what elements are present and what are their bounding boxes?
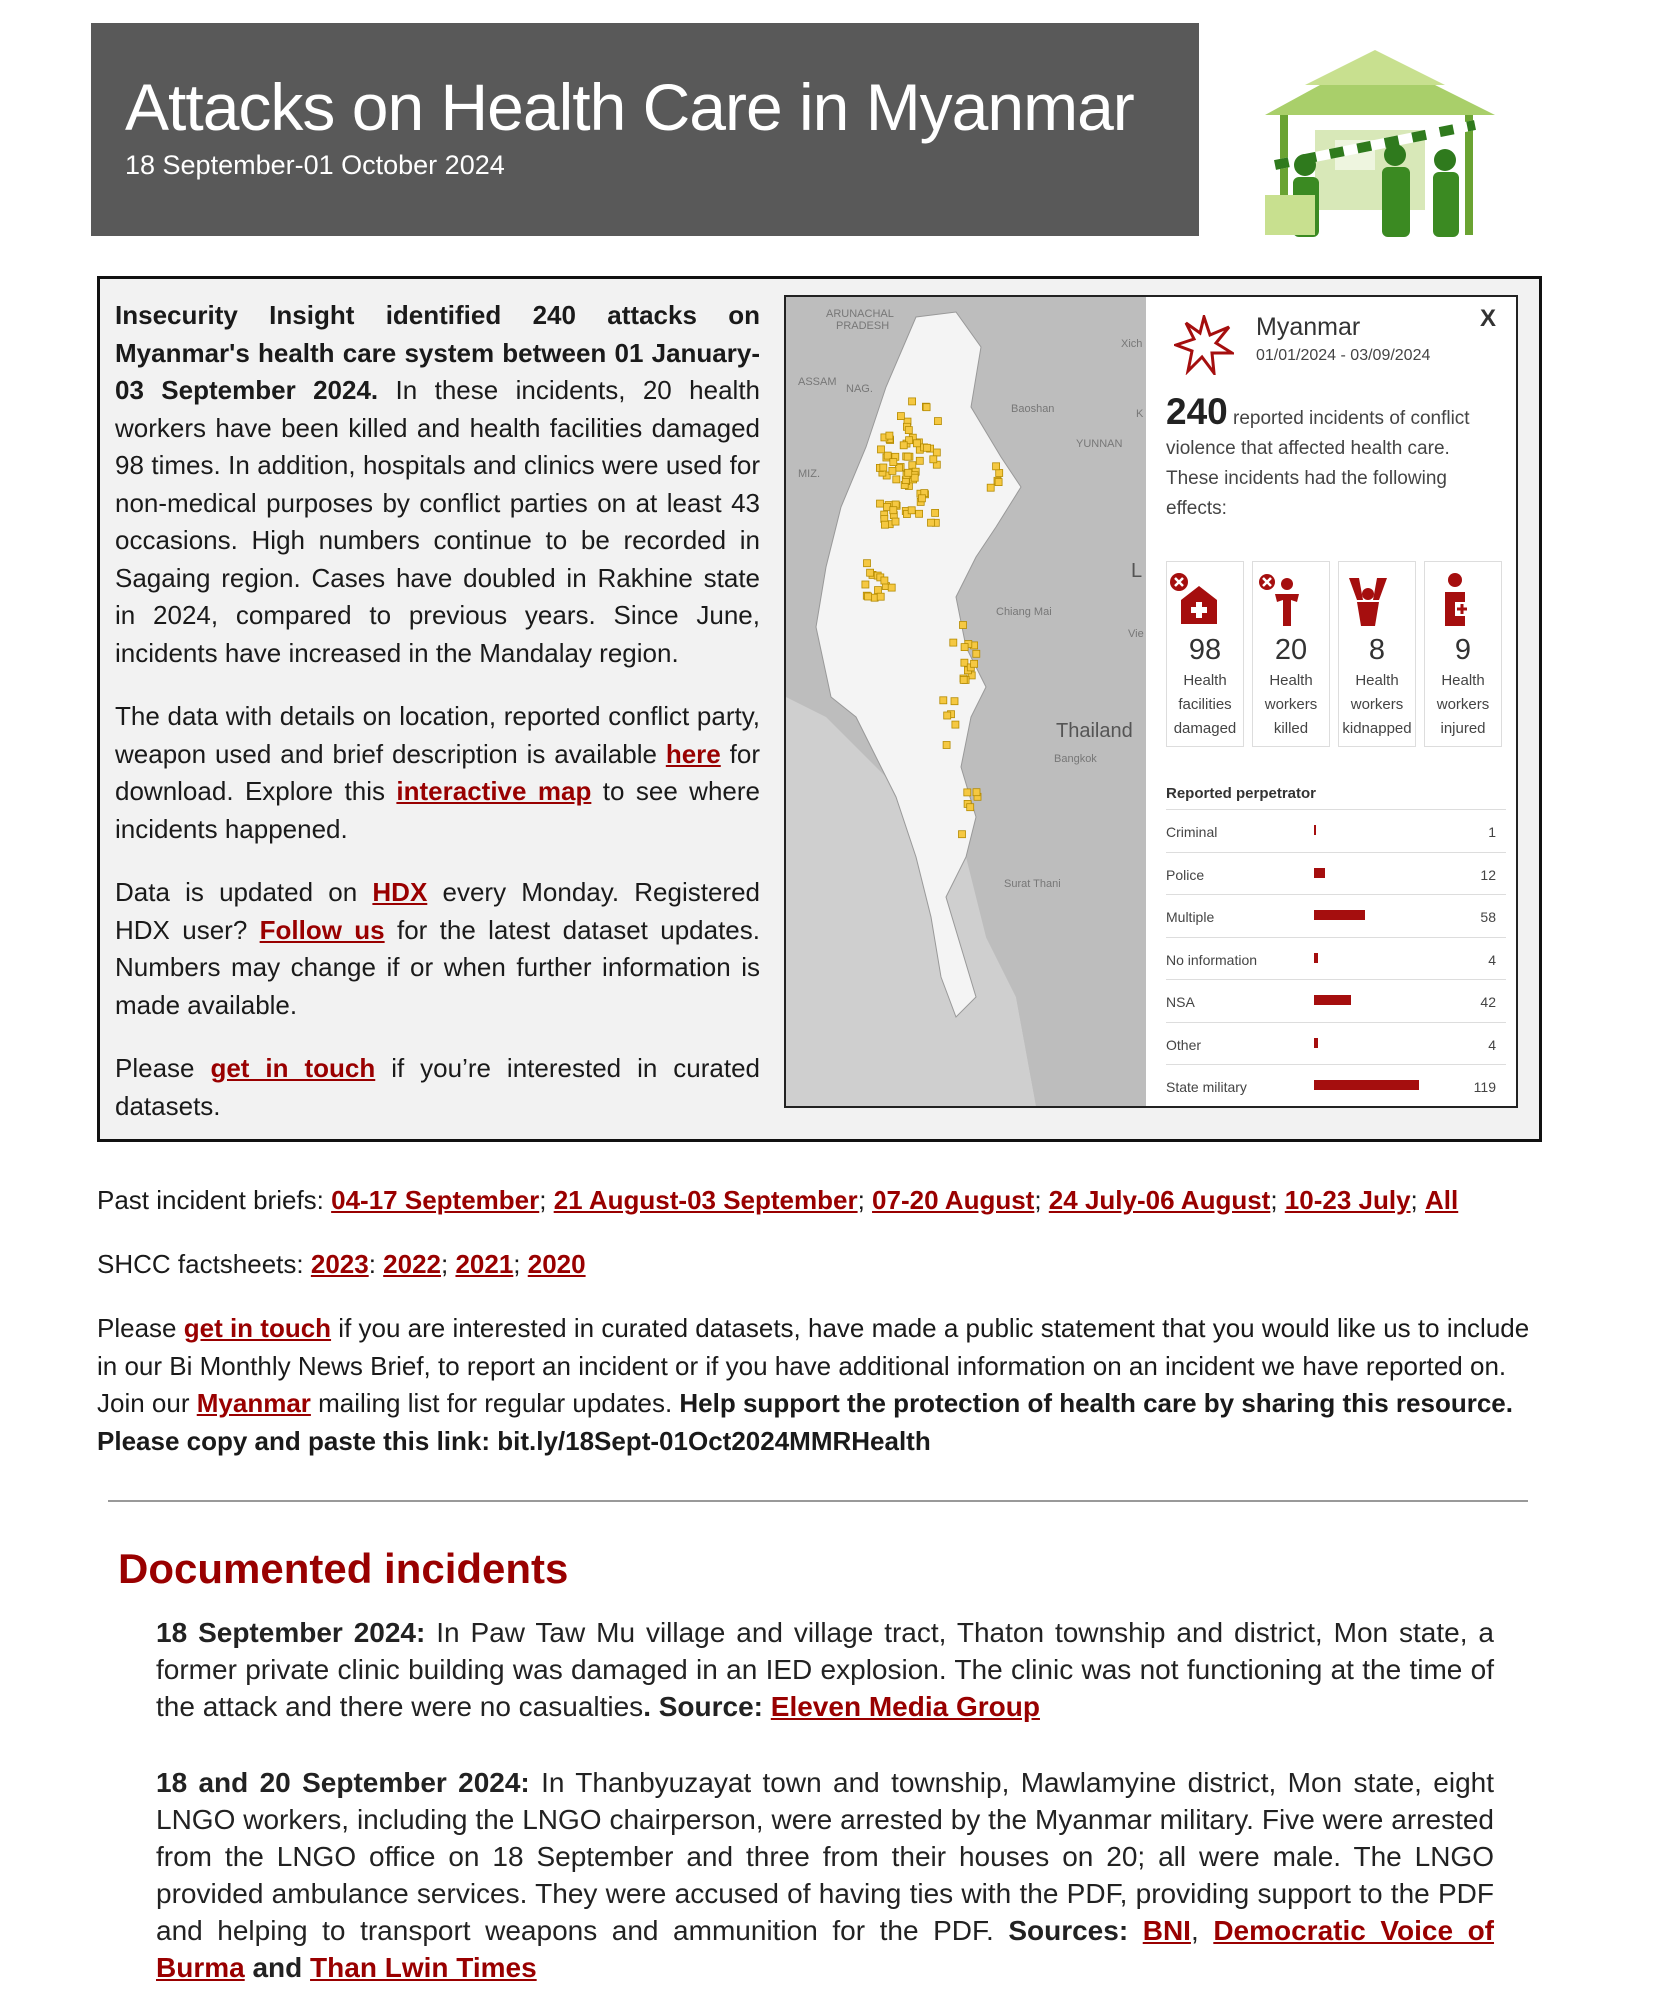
- incident-marker[interactable]: [890, 459, 897, 466]
- stat-label: [1253, 669, 1329, 741]
- text: every Monday. Registered HDX user?: [115, 877, 760, 945]
- incident-marker[interactable]: [888, 584, 895, 591]
- incident-marker[interactable]: [961, 644, 968, 651]
- data-here-link[interactable]: here: [665, 738, 721, 769]
- stat-label-line: workers: [1350, 696, 1404, 713]
- contact-paragraph: [97, 1310, 1542, 1460]
- summary-lead: Insecurity Insight identified 240 attacks on Myanmar's health care system between 01 January-03 September 2024.: [115, 300, 760, 405]
- panel-country: Myanmar: [1256, 313, 1361, 341]
- incident-marker[interactable]: [900, 442, 907, 449]
- incident-marker[interactable]: [971, 660, 978, 667]
- close-icon[interactable]: X: [1479, 305, 1496, 332]
- incident-marker[interactable]: [865, 593, 872, 600]
- incident-marker[interactable]: [960, 676, 967, 683]
- stat-label: [1425, 669, 1501, 741]
- perpetrator-row: [1166, 1064, 1506, 1107]
- incident-marker[interactable]: [959, 831, 966, 838]
- text: if you are interested in curated datasets, have made a public statement that you would like us to include in our Bi Monthly News Brief, to report an incident or if you have additional information on an incident we have reported on. Join our: [97, 1313, 1530, 1418]
- incident-date: 18 and 20 September 2024:: [156, 1767, 530, 1798]
- divider: [108, 1500, 1528, 1502]
- incident-marker[interactable]: [940, 697, 947, 704]
- past-brief-link[interactable]: 04-17 September: [331, 1185, 540, 1215]
- incident-marker[interactable]: [960, 622, 967, 629]
- stat-value: 9: [1454, 634, 1472, 666]
- factsheet-link[interactable]: 2023: [310, 1249, 369, 1279]
- map-label-pradesh: PRADESH: [836, 320, 890, 332]
- incident-marker[interactable]: [943, 742, 950, 749]
- stat-label: [1339, 669, 1415, 741]
- incident-marker[interactable]: [916, 510, 923, 517]
- stat-label-line: kidnapped: [1342, 720, 1412, 737]
- incident-marker[interactable]: [905, 469, 912, 476]
- incident-marker[interactable]: [893, 476, 900, 483]
- stat-label-line: killed: [1273, 720, 1309, 737]
- panel-period: 01/01/2024 - 03/09/2024: [1256, 347, 1431, 364]
- incident-marker[interactable]: [864, 560, 871, 567]
- incident-marker[interactable]: [961, 659, 968, 666]
- incident-marker[interactable]: [908, 507, 915, 514]
- perpetrator-name: State military: [1166, 1079, 1247, 1095]
- stat-label-line: Health: [1441, 672, 1485, 689]
- text: mailing list for regular updates.: [310, 1388, 680, 1418]
- incident-marker[interactable]: [928, 519, 935, 526]
- stat-label-line: Health: [1269, 672, 1313, 689]
- incident-marker[interactable]: [996, 470, 1003, 477]
- text: ,: [1190, 1915, 1214, 1946]
- stat-label-line: facilities: [1178, 696, 1232, 713]
- factsheet-link[interactable]: 2022: [383, 1249, 441, 1279]
- source-link[interactable]: BNI: [1142, 1915, 1191, 1946]
- map-info-panel: [1146, 297, 1516, 1106]
- incident-marker[interactable]: [913, 440, 920, 447]
- map-label-vie: Vie: [1128, 628, 1144, 640]
- source-label: . Source:: [643, 1691, 771, 1722]
- source-link[interactable]: Eleven Media Group: [770, 1691, 1040, 1722]
- get-in-touch-link[interactable]: get in touch: [210, 1053, 376, 1083]
- hdx-link[interactable]: HDX: [372, 877, 428, 907]
- map-label-chiang-mai: Chiang Mai: [996, 606, 1052, 618]
- factsheet-link[interactable]: 2020: [527, 1249, 586, 1279]
- perpetrator-value: 4: [1488, 951, 1496, 968]
- share-call-to-action: Help support the protection of health care by sharing this resource. Please copy and paste this link: bit.ly/18Sept-01Oct2024MMRHealth: [97, 1388, 1513, 1456]
- map-label-xich: Xich: [1121, 338, 1143, 350]
- incident-marker[interactable]: [881, 577, 888, 584]
- map-label-k: K: [1136, 408, 1144, 420]
- incident-marker[interactable]: [934, 418, 941, 425]
- text: Please: [97, 1313, 184, 1343]
- perpetrator-name: No information: [1166, 951, 1258, 968]
- get-in-touch-link[interactable]: get in touch: [183, 1313, 332, 1343]
- stat-value: 8: [1368, 634, 1386, 666]
- incident-marker[interactable]: [909, 462, 916, 469]
- perpetrator-row: [1166, 1022, 1506, 1065]
- factsheet-link[interactable]: 2021: [455, 1249, 514, 1279]
- past-brief-link[interactable]: 10-23 July: [1284, 1185, 1411, 1215]
- incident-marker[interactable]: [930, 456, 937, 463]
- incident-map[interactable]: [784, 295, 1518, 1108]
- text: Please: [115, 1053, 211, 1083]
- incident-marker[interactable]: [890, 507, 897, 514]
- incident-marker[interactable]: [897, 413, 904, 420]
- incident-date: 18 September 2024:: [156, 1617, 426, 1648]
- stat-value: 98: [1188, 634, 1222, 666]
- factsheets-label: SHCC factsheets:: [97, 1249, 311, 1279]
- incident-marker[interactable]: [964, 789, 971, 796]
- stat-label-line: damaged: [1173, 720, 1237, 737]
- stat-label-line: workers: [1436, 696, 1490, 713]
- map-label-l: L: [1131, 560, 1143, 582]
- perpetrator-row: [1166, 894, 1506, 937]
- map-canvas[interactable]: [786, 297, 1146, 1106]
- page-title: Attacks on Health Care in Myanmar: [125, 70, 1134, 144]
- past-briefs: Past incident briefs: 04-17 September; 21 August-03 September; 07-20 August; 24 July-06 August; 10-23 July; All: [97, 1185, 1459, 1215]
- incident-marker[interactable]: [923, 444, 930, 451]
- text: if you’re interested in curated datasets.: [115, 1053, 760, 1121]
- perpetrator-row: [1166, 937, 1506, 980]
- perpetrator-name: Criminal: [1166, 824, 1218, 840]
- perpetrator-bar: [1314, 1038, 1318, 1048]
- perpetrator-title: Reported perpetrator: [1166, 785, 1317, 802]
- perpetrator-bar: [1314, 995, 1351, 1005]
- stat-facilities-damaged: [1166, 561, 1244, 747]
- map-label-nag: NAG.: [846, 383, 873, 395]
- perpetrator-name: Police: [1166, 866, 1205, 883]
- perpetrator-name: NSA: [1166, 994, 1195, 1010]
- perpetrator-row: [1166, 809, 1506, 852]
- perpetrator-bar: [1314, 868, 1325, 878]
- summary-paragraph-2: [115, 698, 760, 848]
- stat-workers-kidnapped: [1338, 561, 1416, 747]
- incident-marker[interactable]: [933, 449, 940, 456]
- stat-label-line: Health: [1183, 672, 1227, 689]
- incident-marker[interactable]: [950, 639, 957, 646]
- perpetrator-bar: [1314, 910, 1365, 920]
- map-label-yunnan: YUNNAN: [1076, 438, 1123, 450]
- incident-marker[interactable]: [878, 446, 885, 453]
- map-label-arunachal: ARUNACHAL: [826, 308, 894, 320]
- stat-label-line: injured: [1440, 720, 1486, 737]
- incident-marker[interactable]: [932, 509, 939, 516]
- incident-marker[interactable]: [862, 581, 869, 588]
- text: for download. Explore this: [115, 738, 760, 806]
- summary-paragraph-1: [115, 297, 760, 672]
- perpetrator-value: 58: [1480, 909, 1496, 925]
- text: and: [244, 1952, 311, 1983]
- past-briefs-label: Past incident briefs:: [97, 1185, 332, 1215]
- summary-box: [97, 276, 1542, 1142]
- incident-text: In Paw Taw Mu village and village tract, Thaton township and district, Mon state, a former private clinic building was damaged in an IED explosion. The clinic was not functioning at the time of the attack and there were no casualties: [156, 1617, 1494, 1722]
- page-subtitle: 18 September-01 October 2024: [125, 149, 505, 180]
- incident-text: In Thanbyuzayat town and township, Mawlamyine district, Mon state, eight LNGO workers, including the LNGO chairperson, were arrested by the Myanmar military. Five were arrested from the LNGO office on 18 September and three from their houses on 20; all were male. The LNGO provided ambulance services. They were accused of having ties with the PDF, providing support to the PDF and helping to transport weapons and ammunition for the PDF.: [156, 1767, 1495, 1946]
- incident-marker[interactable]: [944, 712, 951, 719]
- map-label-baoshan: Baoshan: [1011, 403, 1055, 415]
- incident-marker[interactable]: [877, 500, 884, 507]
- past-brief-link[interactable]: All: [1425, 1185, 1459, 1215]
- text: to see where incidents happened.: [115, 776, 761, 844]
- killed-worker-icon: [1253, 570, 1311, 628]
- stat-label-line: workers: [1264, 696, 1318, 713]
- perpetrator-value: 1: [1488, 824, 1496, 840]
- text: The data with details on location, reported conflict party, weapon used and brief description is available: [115, 701, 760, 769]
- perpetrator-name: Multiple: [1166, 909, 1215, 925]
- incident-marker[interactable]: [867, 569, 874, 576]
- incident-marker[interactable]: [909, 398, 916, 405]
- damaged-facility-icon: [1167, 570, 1225, 628]
- incident-marker[interactable]: [973, 650, 980, 657]
- title-banner: [91, 23, 1199, 236]
- perpetrator-bar: [1314, 1080, 1419, 1090]
- map-label-surat-thani: Surat Thani: [1004, 878, 1061, 890]
- incident-marker[interactable]: [993, 463, 1000, 470]
- map-label-assam: ASSAM: [798, 376, 837, 388]
- perpetrator-value: 4: [1488, 1036, 1496, 1053]
- perpetrator-value: 12: [1480, 866, 1496, 883]
- past-brief-link[interactable]: 24 July-06 August: [1048, 1185, 1271, 1215]
- incident-marker[interactable]: [995, 479, 1002, 486]
- perpetrator-bar: [1314, 825, 1316, 835]
- incident-marker[interactable]: [918, 495, 925, 502]
- incident-marker[interactable]: [892, 518, 899, 525]
- explosion-icon: [1174, 315, 1234, 375]
- myanmar-mailing-list-link[interactable]: Myanmar: [196, 1388, 311, 1418]
- map-label-bangkok: Bangkok: [1054, 753, 1097, 765]
- checkpoint-illustration: [1245, 45, 1510, 240]
- kidnapped-worker-icon: [1339, 570, 1397, 628]
- perpetrator-value: 119: [1473, 1079, 1496, 1095]
- perpetrator-value: 42: [1480, 994, 1496, 1010]
- incident-entry: [156, 1764, 1494, 1986]
- perpetrator-bar: [1314, 953, 1318, 963]
- text: Data is updated on: [115, 877, 373, 907]
- follow-us-link[interactable]: Follow us: [259, 914, 385, 945]
- stat-workers-injured: [1424, 561, 1502, 747]
- incident-marker[interactable]: [880, 464, 887, 471]
- injured-worker-icon: [1425, 570, 1483, 628]
- incident-marker[interactable]: [889, 467, 896, 474]
- summary-body: In these incidents, 20 health workers have been killed and health facilities damaged 98 times. In addition, hospitals and clinics were used for non-medical purposes by conflict parties on at least 43 occasions. High numbers continue to be recorded in Sagaing region. Cases have doubled in Rakhine state in 2024, compared to previous years. Since June, incidents have increased in the Mandalay region.: [115, 375, 760, 668]
- source-label: Sources:: [1008, 1915, 1143, 1946]
- incident-marker[interactable]: [967, 804, 974, 811]
- stat-value: 20: [1274, 634, 1308, 666]
- past-brief-link[interactable]: 07-20 August: [872, 1185, 1035, 1215]
- incident-marker[interactable]: [904, 453, 911, 460]
- stat-workers-killed: [1252, 561, 1330, 747]
- incident-marker[interactable]: [987, 484, 994, 491]
- incident-marker[interactable]: [884, 452, 891, 459]
- incident-marker[interactable]: [886, 432, 893, 439]
- incident-marker[interactable]: [916, 457, 923, 464]
- stat-label-line: Health: [1355, 672, 1399, 689]
- incident-marker[interactable]: [951, 698, 958, 705]
- documented-incidents-heading: Documented incidents: [118, 1545, 569, 1592]
- past-brief-link[interactable]: 21 August-03 September: [553, 1185, 858, 1215]
- panel-total-text: reported incidents of conflict violence that affected health care. These incidents had the following effects:: [1166, 408, 1470, 519]
- map-label-thailand: Thailand: [1056, 720, 1133, 742]
- source-link[interactable]: Democratic Voice of Burma: [156, 1915, 1495, 1983]
- panel-total: 240: [1166, 391, 1228, 432]
- source-link[interactable]: Than Lwin Times: [310, 1952, 537, 1983]
- interactive-map-link[interactable]: interactive map: [396, 776, 592, 806]
- incident-marker[interactable]: [881, 521, 888, 528]
- perpetrator-row: [1166, 852, 1506, 895]
- incident-marker[interactable]: [905, 427, 912, 434]
- panel-summary: [1166, 391, 1506, 524]
- stat-label: [1167, 669, 1243, 741]
- perpetrator-row: [1166, 979, 1506, 1022]
- factsheets: SHCC factsheets: 2023: 2022; 2021; 2020: [97, 1249, 586, 1279]
- incident-marker[interactable]: [952, 721, 959, 728]
- incident-entry: [156, 1614, 1494, 1725]
- summary-paragraph-4: [115, 1050, 760, 1125]
- incident-marker[interactable]: [923, 404, 930, 411]
- text: for the latest dataset updates. Numbers may change if or when further information is made available.: [115, 914, 760, 1020]
- incident-marker[interactable]: [877, 593, 884, 600]
- perpetrator-name: Other: [1166, 1036, 1202, 1053]
- map-label-miz: MIZ.: [798, 468, 820, 480]
- incident-marker[interactable]: [911, 474, 918, 481]
- summary-paragraph-3: [115, 874, 760, 1024]
- summary-text: [115, 297, 760, 1151]
- incident-marker[interactable]: [875, 587, 882, 594]
- incident-marker[interactable]: [973, 789, 980, 796]
